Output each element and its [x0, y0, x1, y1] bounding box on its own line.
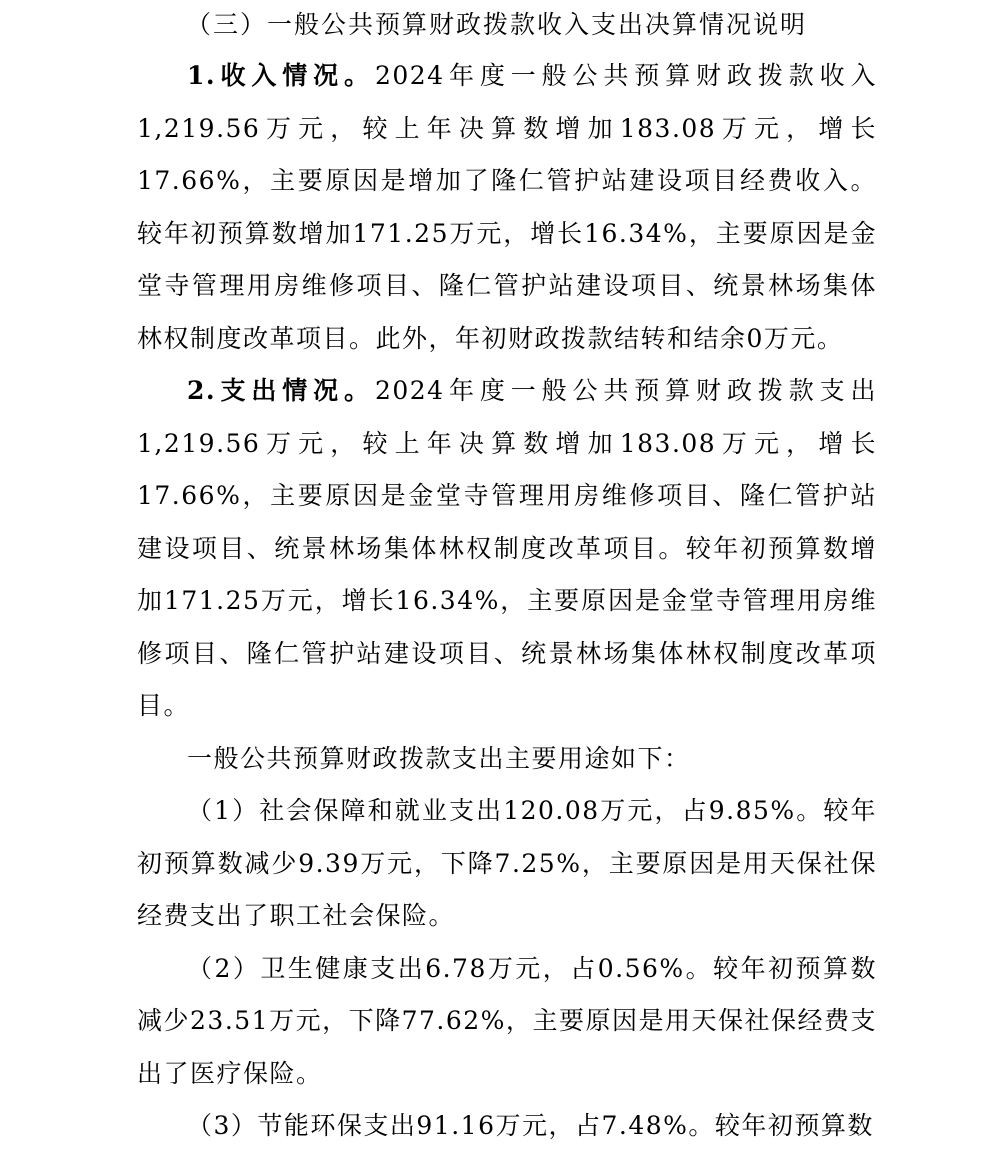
paragraph-text: （2）卫生健康支出6.78万元，占0.56%。较年初预算数减少23.51万元，下降77.62%，主要原因是用天保社保经费支出了医疗保险。 — [137, 953, 877, 1088]
document-body — [137, 50, 877, 1153]
paragraph-item-1 — [137, 785, 877, 943]
paragraph-item-2 — [137, 943, 877, 1101]
paragraph-expenditure — [137, 365, 877, 733]
paragraph-lead: 1.收入情况。 — [187, 61, 375, 90]
paragraph-text: （3）节能环保支出91.16万元，占7.48%。较年初预算数 — [187, 1111, 874, 1140]
paragraph-item-3 — [137, 1100, 877, 1153]
paragraph-text: 2024年度一般公共预算财政拨款收入1,219.56万元，较上年决算数增加183.08万元，增长17.66%，主要原因是增加了隆仁管护站建设项目经费收入。较年初预算数增加171.25万元，增长16.34%，主要原因是金堂寺管理用房维修项目、隆仁管护站建设项目、统景林场集体林权制度改革项目。此外，年初财政拨款结转和结余0万元。 — [137, 61, 877, 353]
paragraph-income — [137, 50, 877, 365]
paragraph-text: 2024年度一般公共预算财政拨款支出1,219.56万元，较上年决算数增加183.08万元，增长17.66%，主要原因是金堂寺管理用房维修项目、隆仁管护站建设项目、统景林场集体林权制度改革项目。较年初预算数增加171.25万元，增长16.34%，主要原因是金堂寺管理用房维修项目、隆仁管护站建设项目、统景林场集体林权制度改革项目。 — [137, 376, 877, 720]
paragraph-uses-intro — [137, 733, 877, 786]
paragraph-lead: 2.支出情况。 — [187, 376, 375, 405]
paragraph-text: （1）社会保障和就业支出120.08万元，占9.85%。较年初预算数减少9.39万元，下降7.25%，主要原因是用天保社保经费支出了职工社会保险。 — [137, 796, 877, 930]
paragraph-text: 一般公共预算财政拨款支出主要用途如下： — [187, 743, 691, 773]
section-heading: （三）一般公共预算财政拨款收入支出决算情况说明 — [186, 10, 808, 39]
